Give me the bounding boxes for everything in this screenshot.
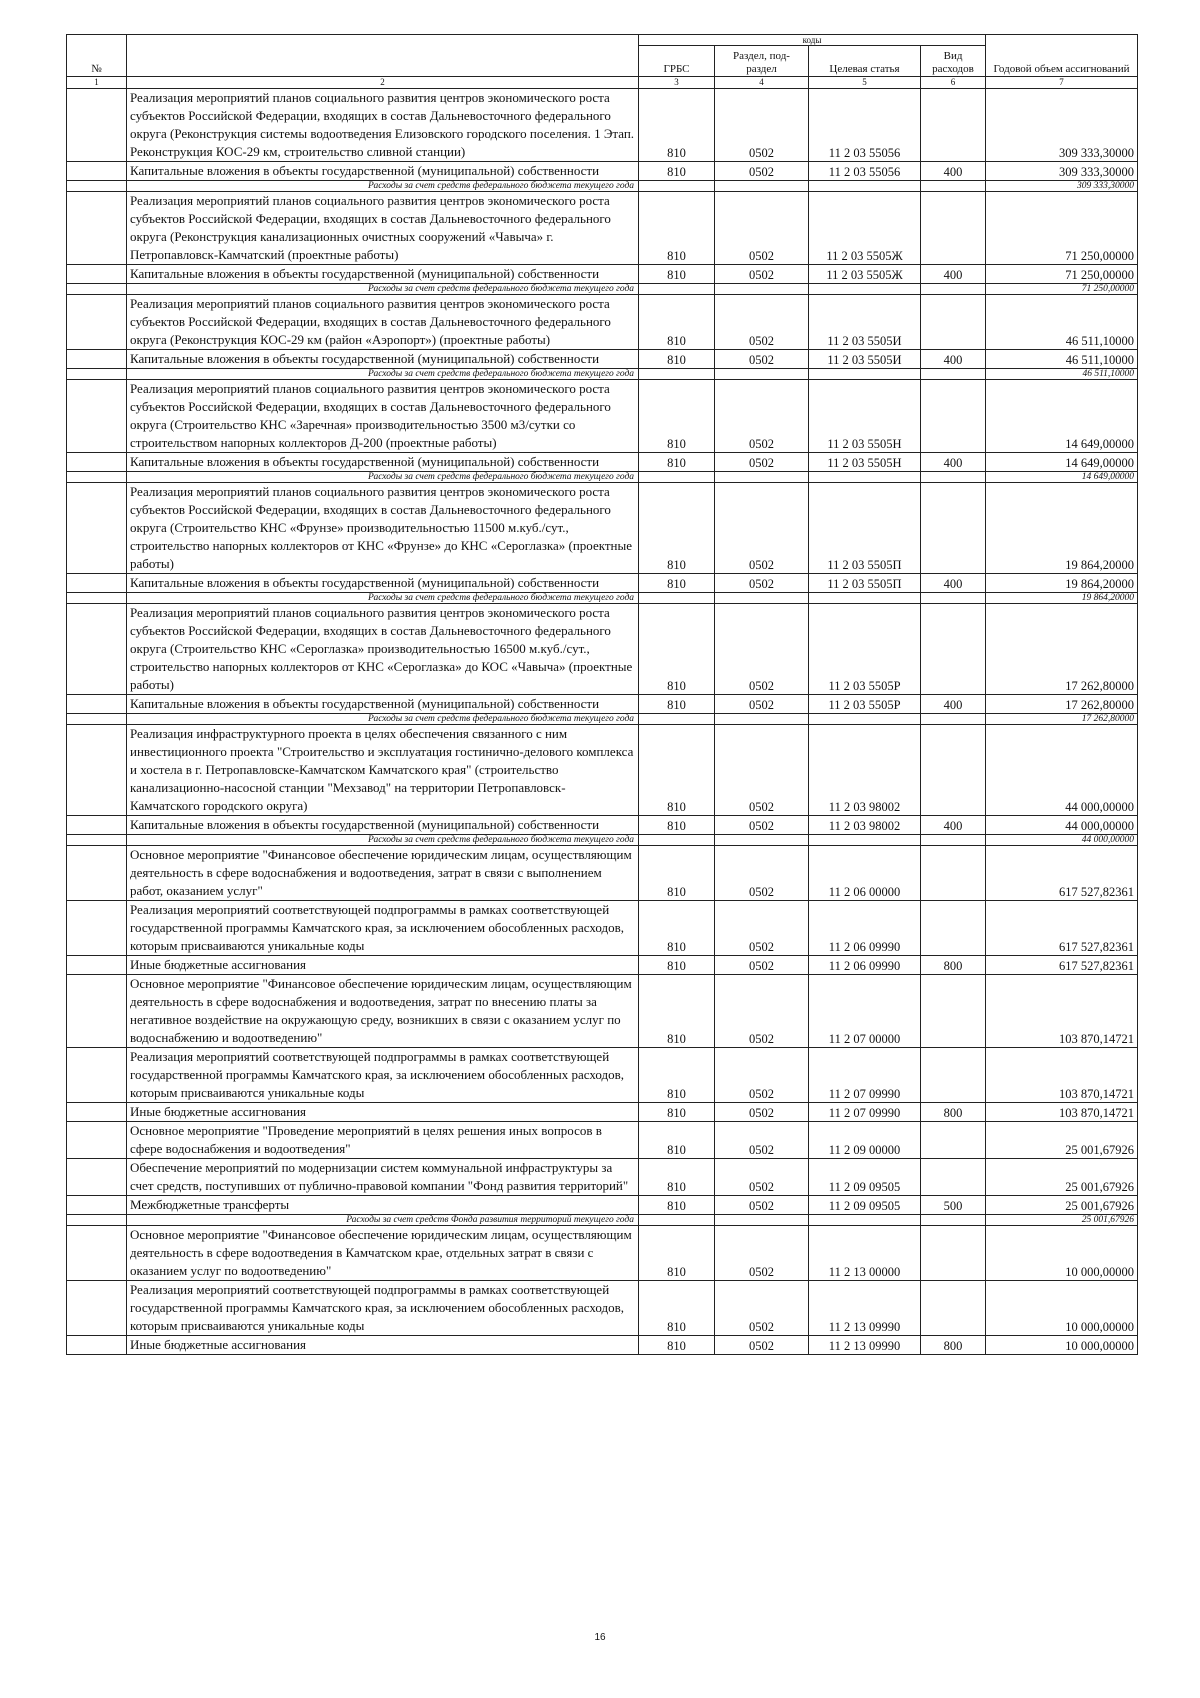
row-razdel-cell: 0502 (715, 901, 809, 956)
row-sum-cell: 103 870,14721 (986, 1103, 1138, 1122)
row-cel-cell (809, 284, 921, 295)
row-number-cell (67, 956, 127, 975)
row-name-cell: Реализация мероприятий планов социального развития центров экономического роста субъектов Российской Федерации, входящих в состав Дальневосточного федерального округа (Строительство КНС «Фрунзе» производительностью 11500 м.куб./сут., строительство напорных коллекторов от КНС «Фрунзе» до КНС «Сероглазка» (проектные работы) (127, 483, 639, 574)
row-sum-cell: 14 649,00000 (986, 472, 1138, 483)
row-name-cell: Капитальные вложения в объекты государственной (муниципальной) собственности (127, 265, 639, 284)
row-grbs-cell: 810 (639, 295, 715, 350)
table-row (67, 1048, 1138, 1103)
funding-note-row (67, 835, 1138, 846)
row-name-cell: Расходы за счет средств федерального бюджета текущего года (127, 472, 639, 483)
row-sum-cell: 44 000,00000 (986, 725, 1138, 816)
row-name-cell: Основное мероприятие "Проведение мероприятий в целях решения иных вопросов в сфере водоснабжения и водоотведения" (127, 1122, 639, 1159)
row-number-cell (67, 472, 127, 483)
row-sum-cell: 14 649,00000 (986, 380, 1138, 453)
row-razdel-cell: 0502 (715, 604, 809, 695)
row-number-cell (67, 380, 127, 453)
row-number-cell (67, 816, 127, 835)
row-sum-cell: 44 000,00000 (986, 835, 1138, 846)
row-cel-cell (809, 472, 921, 483)
column-number: 6 (921, 77, 986, 89)
header-name (127, 35, 639, 77)
table-row (67, 162, 1138, 181)
row-vid-cell: 400 (921, 162, 986, 181)
row-number-cell (67, 369, 127, 380)
row-razdel-cell: 0502 (715, 89, 809, 162)
row-grbs-cell: 810 (639, 1103, 715, 1122)
row-cel-cell: 11 2 03 5505И (809, 295, 921, 350)
budget-sheet (66, 34, 1137, 1355)
table-header-row (67, 35, 1138, 46)
row-number-cell (67, 604, 127, 695)
row-cel-cell: 11 2 03 5505Р (809, 695, 921, 714)
row-name-cell: Расходы за счет средств федерального бюджета текущего года (127, 593, 639, 604)
row-name-cell: Иные бюджетные ассигнования (127, 1336, 639, 1355)
row-vid-cell (921, 472, 986, 483)
row-sum-cell: 46 511,10000 (986, 350, 1138, 369)
row-grbs-cell: 810 (639, 1048, 715, 1103)
row-grbs-cell: 810 (639, 483, 715, 574)
row-razdel-cell: 0502 (715, 816, 809, 835)
row-vid-cell (921, 369, 986, 380)
row-name-cell: Иные бюджетные ассигнования (127, 1103, 639, 1122)
table-row (67, 695, 1138, 714)
row-razdel-cell: 0502 (715, 1281, 809, 1336)
row-razdel-cell: 0502 (715, 265, 809, 284)
header-sum: Годовой объем ассигнований (986, 35, 1138, 77)
row-number-cell (67, 1336, 127, 1355)
row-cel-cell (809, 593, 921, 604)
row-razdel-cell (715, 472, 809, 483)
row-sum-cell: 17 262,80000 (986, 714, 1138, 725)
row-razdel-cell: 0502 (715, 453, 809, 472)
row-number-cell (67, 574, 127, 593)
row-grbs-cell: 810 (639, 604, 715, 695)
row-grbs-cell (639, 1215, 715, 1226)
table-row (67, 604, 1138, 695)
row-razdel-cell: 0502 (715, 192, 809, 265)
table-row (67, 453, 1138, 472)
row-grbs-cell: 810 (639, 695, 715, 714)
row-cel-cell: 11 2 09 00000 (809, 1122, 921, 1159)
row-grbs-cell (639, 472, 715, 483)
row-cel-cell: 11 2 03 5505Ж (809, 265, 921, 284)
row-name-cell: Капитальные вложения в объекты государственной (муниципальной) собственности (127, 350, 639, 369)
row-number-cell (67, 181, 127, 192)
row-cel-cell: 11 2 07 09990 (809, 1103, 921, 1122)
row-cel-cell: 11 2 06 09990 (809, 901, 921, 956)
row-razdel-cell: 0502 (715, 350, 809, 369)
row-number-cell (67, 901, 127, 956)
row-name-cell: Иные бюджетные ассигнования (127, 956, 639, 975)
row-razdel-cell (715, 714, 809, 725)
row-grbs-cell: 810 (639, 846, 715, 901)
row-number-cell (67, 1226, 127, 1281)
table-row (67, 89, 1138, 162)
table-row (67, 1196, 1138, 1215)
row-number-cell (67, 192, 127, 265)
row-razdel-cell: 0502 (715, 1103, 809, 1122)
row-sum-cell: 309 333,30000 (986, 181, 1138, 192)
row-razdel-cell: 0502 (715, 725, 809, 816)
row-number-cell (67, 350, 127, 369)
table-row (67, 1122, 1138, 1159)
row-sum-cell: 309 333,30000 (986, 89, 1138, 162)
page-number: 16 (594, 1632, 606, 1643)
row-vid-cell (921, 192, 986, 265)
row-cel-cell: 11 2 13 09990 (809, 1336, 921, 1355)
row-grbs-cell: 810 (639, 265, 715, 284)
row-grbs-cell: 810 (639, 1336, 715, 1355)
row-sum-cell: 19 864,20000 (986, 593, 1138, 604)
row-razdel-cell (715, 369, 809, 380)
table-row (67, 483, 1138, 574)
row-number-cell (67, 695, 127, 714)
row-razdel-cell (715, 181, 809, 192)
row-vid-cell (921, 1215, 986, 1226)
row-sum-cell: 10 000,00000 (986, 1281, 1138, 1336)
row-vid-cell: 400 (921, 453, 986, 472)
row-razdel-cell: 0502 (715, 975, 809, 1048)
row-sum-cell: 19 864,20000 (986, 483, 1138, 574)
table-row (67, 816, 1138, 835)
column-number: 3 (639, 77, 715, 89)
row-vid-cell (921, 89, 986, 162)
funding-note-row (67, 181, 1138, 192)
row-cel-cell: 11 2 13 00000 (809, 1226, 921, 1281)
row-name-cell: Капитальные вложения в объекты государственной (муниципальной) собственности (127, 695, 639, 714)
row-number-cell (67, 1215, 127, 1226)
row-sum-cell: 309 333,30000 (986, 162, 1138, 181)
row-cel-cell: 11 2 07 09990 (809, 1048, 921, 1103)
row-number-cell (67, 265, 127, 284)
row-sum-cell: 10 000,00000 (986, 1336, 1138, 1355)
row-razdel-cell: 0502 (715, 1122, 809, 1159)
table-row (67, 975, 1138, 1048)
row-grbs-cell: 810 (639, 956, 715, 975)
row-grbs-cell: 810 (639, 901, 715, 956)
row-vid-cell (921, 714, 986, 725)
row-name-cell: Капитальные вложения в объекты государственной (муниципальной) собственности (127, 162, 639, 181)
row-cel-cell: 11 2 03 5505Р (809, 604, 921, 695)
row-cel-cell: 11 2 03 5505Н (809, 453, 921, 472)
column-numbers-row (67, 77, 1138, 89)
header-vid: Вид расходов (921, 46, 986, 77)
row-grbs-cell: 810 (639, 380, 715, 453)
row-razdel-cell (715, 593, 809, 604)
row-number-cell (67, 1281, 127, 1336)
row-vid-cell (921, 725, 986, 816)
row-grbs-cell (639, 369, 715, 380)
row-number-cell (67, 593, 127, 604)
row-name-cell: Капитальные вложения в объекты государственной (муниципальной) собственности (127, 574, 639, 593)
row-sum-cell: 617 527,82361 (986, 846, 1138, 901)
table-row (67, 901, 1138, 956)
row-sum-cell: 44 000,00000 (986, 816, 1138, 835)
row-cel-cell (809, 714, 921, 725)
row-cel-cell: 11 2 09 09505 (809, 1159, 921, 1196)
row-name-cell: Реализация мероприятий планов социального развития центров экономического роста субъектов Российской Федерации, входящих в состав Дальневосточного федерального округа (Реконструкция КОС-29 км (район «Аэропорт») (проектные работы) (127, 295, 639, 350)
budget-table (66, 34, 1138, 1355)
table-row (67, 725, 1138, 816)
row-vid-cell (921, 604, 986, 695)
row-number-cell (67, 89, 127, 162)
row-number-cell (67, 846, 127, 901)
row-vid-cell: 400 (921, 265, 986, 284)
header-num: № (67, 35, 127, 77)
column-number: 1 (67, 77, 127, 89)
row-name-cell: Расходы за счет средств федерального бюджета текущего года (127, 181, 639, 192)
row-sum-cell: 71 250,00000 (986, 265, 1138, 284)
row-vid-cell: 800 (921, 1336, 986, 1355)
row-name-cell: Реализация инфраструктурного проекта в целях обеспечения связанного с ним инвестиционного проекта "Строительство и эксплуатация гостинично-делового комплекса и хостела в г. Петропавловске-Камчатском Камчатского края" (строительство канализационно-насосной станции "Мехзавод" на территории Петропавловск-Камчатского городского округа) (127, 725, 639, 816)
row-cel-cell: 11 2 03 55056 (809, 162, 921, 181)
row-sum-cell: 17 262,80000 (986, 604, 1138, 695)
column-number: 7 (986, 77, 1138, 89)
funding-note-row (67, 284, 1138, 295)
column-number: 2 (127, 77, 639, 89)
row-grbs-cell (639, 181, 715, 192)
row-vid-cell (921, 181, 986, 192)
row-sum-cell: 25 001,67926 (986, 1196, 1138, 1215)
row-grbs-cell: 810 (639, 453, 715, 472)
table-row (67, 1336, 1138, 1355)
row-number-cell (67, 1048, 127, 1103)
row-cel-cell: 11 2 13 09990 (809, 1281, 921, 1336)
row-razdel-cell: 0502 (715, 1226, 809, 1281)
row-vid-cell: 400 (921, 350, 986, 369)
row-razdel-cell: 0502 (715, 162, 809, 181)
row-razdel-cell: 0502 (715, 1336, 809, 1355)
row-grbs-cell (639, 835, 715, 846)
row-sum-cell: 19 864,20000 (986, 574, 1138, 593)
row-razdel-cell: 0502 (715, 1159, 809, 1196)
funding-note-row (67, 1215, 1138, 1226)
table-row (67, 1159, 1138, 1196)
row-razdel-cell: 0502 (715, 1196, 809, 1215)
row-cel-cell: 11 2 03 5505Ж (809, 192, 921, 265)
row-sum-cell: 71 250,00000 (986, 192, 1138, 265)
row-name-cell: Реализация мероприятий планов социального развития центров экономического роста субъектов Российской Федерации, входящих в состав Дальневосточного федерального округа (Строительство КНС «Заречная» производительностью 3500 м3/сутки со строительством напорных коллекторов Д-200 (проектные работы) (127, 380, 639, 453)
row-grbs-cell: 810 (639, 192, 715, 265)
table-row (67, 350, 1138, 369)
table-row (67, 265, 1138, 284)
table-row (67, 1103, 1138, 1122)
row-sum-cell: 103 870,14721 (986, 1048, 1138, 1103)
row-number-cell (67, 714, 127, 725)
row-name-cell: Реализация мероприятий соответствующей подпрограммы в рамках соответствующей государственной программы Камчатского края, за исключением обособленных расходов, которым присваиваются уникальные коды (127, 1281, 639, 1336)
row-grbs-cell: 810 (639, 975, 715, 1048)
row-grbs-cell (639, 714, 715, 725)
row-name-cell: Капитальные вложения в объекты государственной (муниципальной) собственности (127, 453, 639, 472)
row-grbs-cell (639, 284, 715, 295)
row-cel-cell: 11 2 07 00000 (809, 975, 921, 1048)
row-vid-cell (921, 835, 986, 846)
row-razdel-cell: 0502 (715, 956, 809, 975)
row-razdel-cell (715, 1215, 809, 1226)
row-cel-cell: 11 2 03 98002 (809, 816, 921, 835)
row-sum-cell: 14 649,00000 (986, 453, 1138, 472)
row-grbs-cell: 810 (639, 350, 715, 369)
row-grbs-cell: 810 (639, 1281, 715, 1336)
row-vid-cell (921, 901, 986, 956)
row-number-cell (67, 975, 127, 1048)
row-name-cell: Реализация мероприятий планов социального развития центров экономического роста субъектов Российской Федерации, входящих в состав Дальневосточного федерального округа (Реконструкция канализационных очистных сооружений «Чавыча» г. Петропавловск-Камчатский (проектные работы) (127, 192, 639, 265)
row-name-cell: Реализация мероприятий планов социального развития центров экономического роста субъектов Российской Федерации, входящих в состав Дальневосточного федерального округа (Строительство КНС «Сероглазка» производительностью 16500 м.куб./сут., строительство напорных коллекторов от КНС «Сероглазка» до КОС «Чавыча» (проектные работы) (127, 604, 639, 695)
row-number-cell (67, 1122, 127, 1159)
row-name-cell: Расходы за счет средств федерального бюджета текущего года (127, 284, 639, 295)
row-number-cell (67, 725, 127, 816)
row-vid-cell (921, 1048, 986, 1103)
row-vid-cell (921, 593, 986, 604)
row-cel-cell: 11 2 03 5505И (809, 350, 921, 369)
row-name-cell: Реализация мероприятий соответствующей подпрограммы в рамках соответствующей государственной программы Камчатского края, за исключением обособленных расходов, которым присваиваются уникальные коды (127, 1048, 639, 1103)
row-name-cell: Реализация мероприятий планов социального развития центров экономического роста субъектов Российской Федерации, входящих в состав Дальневосточного федерального округа (Реконструкция системы водоотведения Елизовского городского поселения. 1 Этап. Реконструкция КОС-29 км, строительство сливной станции) (127, 89, 639, 162)
header-grbs: ГРБС (639, 46, 715, 77)
row-vid-cell: 800 (921, 956, 986, 975)
header-razdel: Раздел, под-раздел (715, 46, 809, 77)
column-number: 4 (715, 77, 809, 89)
row-number-cell (67, 1103, 127, 1122)
row-name-cell: Расходы за счет средств Фонда развития территорий текущего года (127, 1215, 639, 1226)
row-vid-cell (921, 380, 986, 453)
row-vid-cell (921, 483, 986, 574)
funding-note-row (67, 593, 1138, 604)
row-grbs-cell: 810 (639, 89, 715, 162)
row-vid-cell: 800 (921, 1103, 986, 1122)
row-vid-cell (921, 284, 986, 295)
row-name-cell: Расходы за счет средств федерального бюджета текущего года (127, 714, 639, 725)
row-name-cell: Расходы за счет средств федерального бюджета текущего года (127, 835, 639, 846)
column-number: 5 (809, 77, 921, 89)
header-celevaya: Целевая статья (809, 46, 921, 77)
row-name-cell: Основное мероприятие "Финансовое обеспечение юридическим лицам, осуществляющим деятельность в сфере водоснабжения и водоотведения, затрат в связи с выполнением работ, оказанием услуг" (127, 846, 639, 901)
funding-note-row (67, 369, 1138, 380)
row-sum-cell: 25 001,67926 (986, 1122, 1138, 1159)
table-row (67, 295, 1138, 350)
row-cel-cell (809, 181, 921, 192)
row-sum-cell: 10 000,00000 (986, 1226, 1138, 1281)
row-sum-cell: 617 527,82361 (986, 956, 1138, 975)
row-name-cell: Основное мероприятие "Финансовое обеспечение юридическим лицам, осуществляющим деятельность в сфере водоотведения в Камчатском крае, отдельных затрат в связи с оказанием услуг по водоотведению" (127, 1226, 639, 1281)
row-number-cell (67, 1159, 127, 1196)
row-vid-cell: 400 (921, 695, 986, 714)
table-row (67, 574, 1138, 593)
table-row (67, 956, 1138, 975)
row-cel-cell (809, 835, 921, 846)
table-row (67, 380, 1138, 453)
row-grbs-cell (639, 593, 715, 604)
row-cel-cell (809, 369, 921, 380)
row-name-cell: Основное мероприятие "Финансовое обеспечение юридическим лицам, осуществляющим деятельность в сфере водоснабжения и водоотведения, затрат по внесению платы за негативное воздействие на окружающую среду, возникших в связи с оказанием услуг по водоснабжению и водоотведению" (127, 975, 639, 1048)
row-cel-cell: 11 2 03 5505П (809, 574, 921, 593)
row-vid-cell (921, 1159, 986, 1196)
row-vid-cell (921, 1281, 986, 1336)
row-razdel-cell: 0502 (715, 574, 809, 593)
row-grbs-cell: 810 (639, 574, 715, 593)
row-vid-cell: 500 (921, 1196, 986, 1215)
row-razdel-cell: 0502 (715, 1048, 809, 1103)
row-number-cell (67, 162, 127, 181)
table-row (67, 1281, 1138, 1336)
row-vid-cell: 400 (921, 574, 986, 593)
row-name-cell: Капитальные вложения в объекты государственной (муниципальной) собственности (127, 816, 639, 835)
row-number-cell (67, 1196, 127, 1215)
row-vid-cell (921, 295, 986, 350)
row-cel-cell: 11 2 06 00000 (809, 846, 921, 901)
row-cel-cell: 11 2 09 09505 (809, 1196, 921, 1215)
row-grbs-cell: 810 (639, 725, 715, 816)
table-row (67, 1226, 1138, 1281)
row-sum-cell: 25 001,67926 (986, 1159, 1138, 1196)
row-vid-cell: 400 (921, 816, 986, 835)
row-number-cell (67, 483, 127, 574)
row-grbs-cell: 810 (639, 162, 715, 181)
row-razdel-cell: 0502 (715, 380, 809, 453)
row-grbs-cell: 810 (639, 1159, 715, 1196)
funding-note-row (67, 472, 1138, 483)
row-cel-cell: 11 2 03 5505Н (809, 380, 921, 453)
row-razdel-cell: 0502 (715, 846, 809, 901)
row-number-cell (67, 835, 127, 846)
row-grbs-cell: 810 (639, 1196, 715, 1215)
row-grbs-cell: 810 (639, 1122, 715, 1159)
row-razdel-cell: 0502 (715, 695, 809, 714)
row-cel-cell: 11 2 03 5505П (809, 483, 921, 574)
row-razdel-cell (715, 284, 809, 295)
row-sum-cell: 46 511,10000 (986, 369, 1138, 380)
row-sum-cell: 617 527,82361 (986, 901, 1138, 956)
row-number-cell (67, 453, 127, 472)
row-name-cell: Межбюджетные трансферты (127, 1196, 639, 1215)
row-razdel-cell: 0502 (715, 295, 809, 350)
row-grbs-cell: 810 (639, 816, 715, 835)
table-body (67, 89, 1138, 1355)
row-cel-cell: 11 2 03 55056 (809, 89, 921, 162)
row-vid-cell (921, 1226, 986, 1281)
row-name-cell: Реализация мероприятий соответствующей подпрограммы в рамках соответствующей государственной программы Камчатского края, за исключением обособленных расходов, которым присваиваются уникальные коды (127, 901, 639, 956)
row-sum-cell: 17 262,80000 (986, 695, 1138, 714)
header-codes: коды (639, 35, 986, 46)
row-cel-cell: 11 2 03 98002 (809, 725, 921, 816)
row-grbs-cell: 810 (639, 1226, 715, 1281)
row-name-cell: Расходы за счет средств федерального бюджета текущего года (127, 369, 639, 380)
table-row (67, 192, 1138, 265)
row-sum-cell: 103 870,14721 (986, 975, 1138, 1048)
row-vid-cell (921, 846, 986, 901)
row-razdel-cell: 0502 (715, 483, 809, 574)
row-cel-cell: 11 2 06 09990 (809, 956, 921, 975)
row-sum-cell: 71 250,00000 (986, 284, 1138, 295)
table-row (67, 846, 1138, 901)
row-name-cell: Обеспечение мероприятий по модернизации систем коммунальной инфраструктуры за счет средств, поступивших от публично-правовой компании "Фонд развития территорий" (127, 1159, 639, 1196)
row-vid-cell (921, 1122, 986, 1159)
row-sum-cell: 46 511,10000 (986, 295, 1138, 350)
row-sum-cell: 25 001,67926 (986, 1215, 1138, 1226)
row-cel-cell (809, 1215, 921, 1226)
row-vid-cell (921, 975, 986, 1048)
row-number-cell (67, 284, 127, 295)
funding-note-row (67, 714, 1138, 725)
row-number-cell (67, 295, 127, 350)
row-razdel-cell (715, 835, 809, 846)
